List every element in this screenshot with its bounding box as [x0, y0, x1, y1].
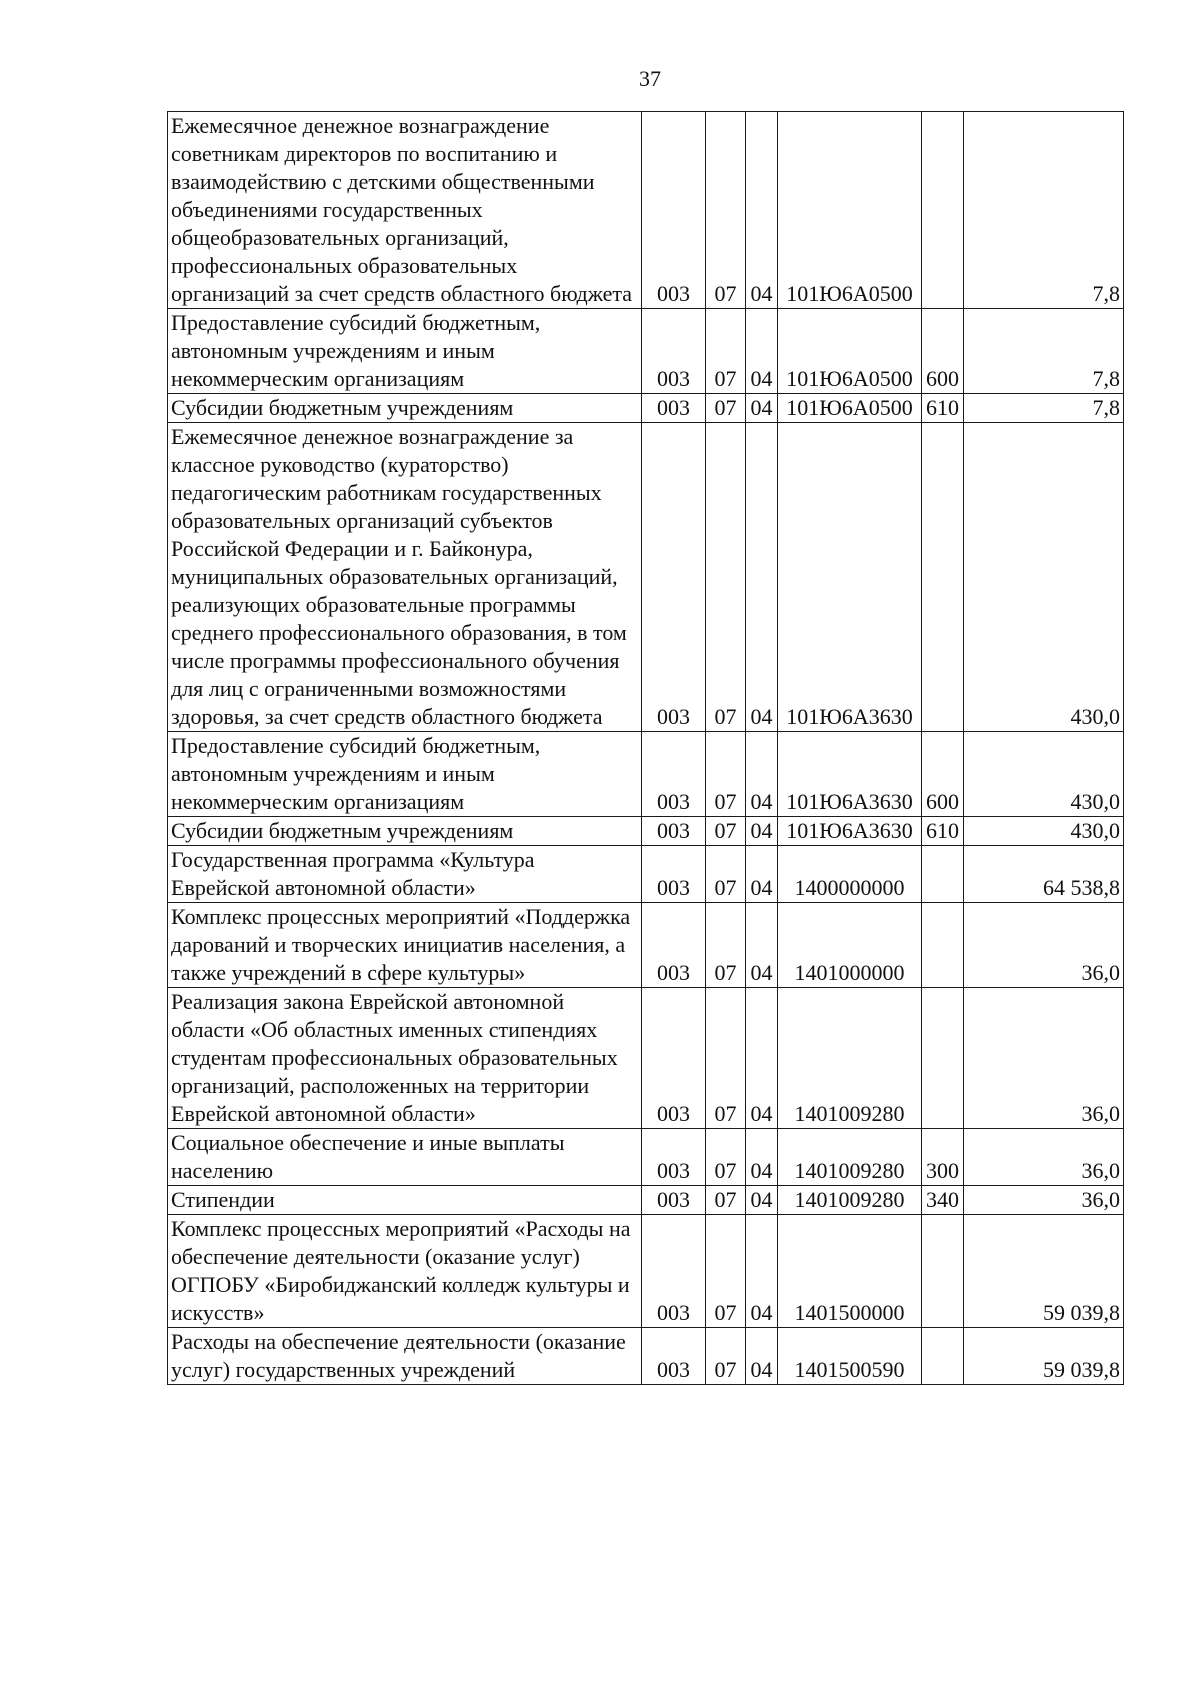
row-name: Расходы на обеспечение деятельности (оказание услуг) государственных учреждений — [168, 1328, 642, 1385]
page-number: 37 — [639, 66, 661, 91]
row-name: Ежемесячное денежное вознаграждение советникам директоров по воспитанию и взаимодействию с детскими общественными объединениями государственных общеобразовательных организаций, профессиональных образовательных организаций за счет средств областного бюджета — [168, 112, 642, 309]
expense-type-code: 340 — [922, 1186, 964, 1215]
expense-type-code — [922, 1215, 964, 1328]
subsection-code: 04 — [746, 1328, 778, 1385]
table-row — [168, 903, 1124, 988]
ministry-code: 003 — [642, 1129, 706, 1186]
row-name: Стипендии — [168, 1186, 642, 1215]
ministry-code: 003 — [642, 732, 706, 817]
table-row — [168, 846, 1124, 903]
target-article-code: 101Ю6А0500 — [778, 309, 922, 394]
row-name: Государственная программа «Культура Еврейской автономной области» — [168, 846, 642, 903]
ministry-code: 003 — [642, 846, 706, 903]
ministry-code: 003 — [642, 1186, 706, 1215]
expense-type-code: 600 — [922, 732, 964, 817]
amount: 36,0 — [964, 1129, 1124, 1186]
subsection-code: 04 — [746, 1129, 778, 1186]
row-name: Субсидии бюджетным учреждениям — [168, 817, 642, 846]
row-name: Субсидии бюджетным учреждениям — [168, 394, 642, 423]
target-article-code: 1401000000 — [778, 903, 922, 988]
ministry-code: 003 — [642, 1215, 706, 1328]
section-code: 07 — [706, 1215, 746, 1328]
amount: 7,8 — [964, 112, 1124, 309]
section-code: 07 — [706, 903, 746, 988]
expense-type-code — [922, 846, 964, 903]
section-code: 07 — [706, 309, 746, 394]
row-name: Комплекс процессных мероприятий «Поддержка дарований и творческих инициатив населения, а также учреждений в сфере культуры» — [168, 903, 642, 988]
table-row — [168, 112, 1124, 309]
expense-type-code: 600 — [922, 309, 964, 394]
table-row — [168, 423, 1124, 732]
subsection-code: 04 — [746, 1186, 778, 1215]
target-article-code: 1401500590 — [778, 1328, 922, 1385]
table-row — [168, 1129, 1124, 1186]
section-code: 07 — [706, 732, 746, 817]
amount: 430,0 — [964, 423, 1124, 732]
amount: 59 039,8 — [964, 1215, 1124, 1328]
amount: 430,0 — [964, 817, 1124, 846]
table-row — [168, 309, 1124, 394]
section-code: 07 — [706, 988, 746, 1129]
amount: 59 039,8 — [964, 1328, 1124, 1385]
ministry-code: 003 — [642, 988, 706, 1129]
section-code: 07 — [706, 817, 746, 846]
budget-table — [167, 111, 1124, 1385]
target-article-code: 1401009280 — [778, 1129, 922, 1186]
table-row — [168, 1215, 1124, 1328]
target-article-code: 101Ю6А3630 — [778, 817, 922, 846]
subsection-code: 04 — [746, 817, 778, 846]
amount: 430,0 — [964, 732, 1124, 817]
table-row — [168, 732, 1124, 817]
section-code: 07 — [706, 1328, 746, 1385]
target-article-code: 1401009280 — [778, 988, 922, 1129]
subsection-code: 04 — [746, 903, 778, 988]
subsection-code: 04 — [746, 846, 778, 903]
target-article-code: 1400000000 — [778, 846, 922, 903]
subsection-code: 04 — [746, 394, 778, 423]
ministry-code: 003 — [642, 1328, 706, 1385]
ministry-code: 003 — [642, 112, 706, 309]
row-name: Реализация закона Еврейской автономной области «Об областных именных стипендиях студентам профессиональных образовательных организаций, расположенных на территории Еврейской автономной области» — [168, 988, 642, 1129]
expense-type-code — [922, 112, 964, 309]
table-row — [168, 988, 1124, 1129]
subsection-code: 04 — [746, 423, 778, 732]
section-code: 07 — [706, 112, 746, 309]
ministry-code: 003 — [642, 309, 706, 394]
section-code: 07 — [706, 846, 746, 903]
expense-type-code: 610 — [922, 394, 964, 423]
expense-type-code — [922, 423, 964, 732]
ministry-code: 003 — [642, 394, 706, 423]
target-article-code: 101Ю6А3630 — [778, 423, 922, 732]
ministry-code: 003 — [642, 817, 706, 846]
section-code: 07 — [706, 1186, 746, 1215]
row-name: Предоставление субсидий бюджетным, автономным учреждениям и иным некоммерческим организациям — [168, 309, 642, 394]
amount: 36,0 — [964, 988, 1124, 1129]
table-row — [168, 1328, 1124, 1385]
expense-type-code: 300 — [922, 1129, 964, 1186]
expense-type-code — [922, 988, 964, 1129]
table-row — [168, 817, 1124, 846]
table-row — [168, 1186, 1124, 1215]
amount: 64 538,8 — [964, 846, 1124, 903]
subsection-code: 04 — [746, 1215, 778, 1328]
row-name: Ежемесячное денежное вознаграждение за классное руководство (кураторство) педагогическим работникам государственных образовательных организаций субъектов Российской Федерации и г. Байконура, муниципальных образовательных организаций, реализующих образовательные программы среднего профессионального образования, в том числе программы профессионального обучения для лиц с ограниченными возможностями здоровья, за счет средств областного бюджета — [168, 423, 642, 732]
target-article-code: 101Ю6А0500 — [778, 112, 922, 309]
section-code: 07 — [706, 1129, 746, 1186]
section-code: 07 — [706, 394, 746, 423]
expense-type-code — [922, 903, 964, 988]
row-name: Предоставление субсидий бюджетным, автономным учреждениям и иным некоммерческим организациям — [168, 732, 642, 817]
row-name: Комплекс процессных мероприятий «Расходы на обеспечение деятельности (оказание услуг) ОГПОБУ «Биробиджанский колледж культуры и искусств» — [168, 1215, 642, 1328]
row-name: Социальное обеспечение и иные выплаты населению — [168, 1129, 642, 1186]
amount: 7,8 — [964, 309, 1124, 394]
table-row — [168, 394, 1124, 423]
amount: 7,8 — [964, 394, 1124, 423]
target-article-code: 1401009280 — [778, 1186, 922, 1215]
subsection-code: 04 — [746, 309, 778, 394]
amount: 36,0 — [964, 903, 1124, 988]
target-article-code: 101Ю6А3630 — [778, 732, 922, 817]
subsection-code: 04 — [746, 112, 778, 309]
subsection-code: 04 — [746, 732, 778, 817]
expense-type-code — [922, 1328, 964, 1385]
ministry-code: 003 — [642, 903, 706, 988]
amount: 36,0 — [964, 1186, 1124, 1215]
section-code: 07 — [706, 423, 746, 732]
ministry-code: 003 — [642, 423, 706, 732]
target-article-code: 101Ю6А0500 — [778, 394, 922, 423]
subsection-code: 04 — [746, 988, 778, 1129]
expense-type-code: 610 — [922, 817, 964, 846]
target-article-code: 1401500000 — [778, 1215, 922, 1328]
